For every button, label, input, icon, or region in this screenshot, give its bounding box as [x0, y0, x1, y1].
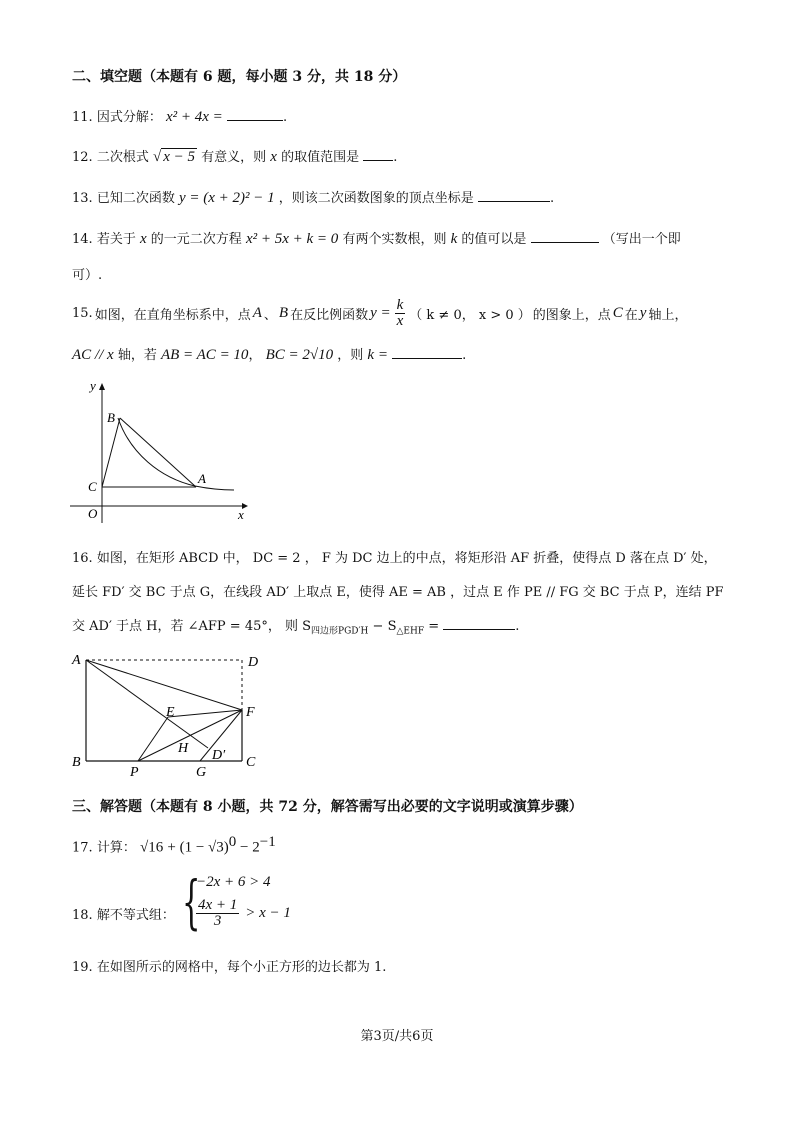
q17-paren: + (1 − √3) [167, 839, 229, 856]
question-14 [72, 228, 681, 248]
q14-equation: x² + 5x + k = 0 [245, 231, 339, 247]
q11-text: 因式分解： [96, 110, 162, 125]
q14-post: 有两个实数根，则 [342, 232, 447, 247]
q14-k: k [450, 231, 458, 247]
q16-line3c: = [424, 619, 440, 634]
q15-sep: 、 [263, 308, 277, 323]
q16-line2: 延长 FD′ 交 BC 于点 G，在线段 AD′ 上取点 E，使得 AE = AB ，过点 E 作 PE // FG 交 BC 于点 P，连结 PF [72, 585, 724, 600]
section-3-title: 三、解答题（本题有 8 小题，共 72 分，解答需写出必要的文字说明或演算步骤） [72, 799, 583, 815]
q15-fraction [395, 298, 406, 329]
q19-text: 在如图所示的网格中，每个小正方形的边长都为 1. [96, 960, 387, 975]
fig16-label-c: C [246, 755, 256, 770]
q12-var: x [270, 149, 277, 165]
q15-post: 的图象上，点 [532, 308, 611, 323]
q17-minus2: − 2 [236, 839, 260, 856]
fig16-label-p: P [130, 765, 139, 780]
q16-line3b: − S [368, 619, 397, 634]
q12-end: . [393, 150, 398, 165]
question-19 [72, 956, 386, 975]
figure-16 [68, 648, 268, 780]
fig15-segment-ba [120, 418, 196, 487]
q18-inequality-2 [194, 898, 291, 929]
fig15-label-c: C [88, 479, 97, 494]
q15-line2c: ，则 [337, 348, 364, 363]
fig16-label-h: H [178, 741, 189, 756]
fig16-segment-ad [86, 660, 208, 748]
q13-end: . [549, 191, 555, 206]
q15-pre: 如图，在直角坐标系中，点 [94, 308, 251, 323]
q12-answer-blank [363, 148, 393, 161]
q11-expression: x² + 4x = [165, 109, 223, 125]
fig15-label-x: x [238, 507, 244, 522]
q18-ineq2-rhs: > x − 1 [245, 905, 291, 921]
q16-sub2: △EHF [396, 626, 425, 637]
q15-eq1: AB = AC = 10 [160, 347, 249, 363]
q19-number: 19. [72, 960, 93, 975]
q17-number: 17. [72, 840, 93, 856]
fig16-label-a: A [72, 653, 81, 668]
q12-pre: 二次根式 [96, 150, 149, 165]
q14-post2: 的值可以是 [461, 232, 527, 247]
q15-line2b: 轴，若 [117, 348, 157, 363]
fig15-label-o: O [88, 506, 98, 521]
q15-eq2: BC = 2√10 [265, 347, 334, 363]
q18-label [72, 904, 175, 923]
q17-sqrt16: √16 [139, 839, 164, 856]
q18-number: 18. [72, 908, 93, 923]
fig16-segment-pf [138, 710, 242, 761]
q15-point-b: B [278, 305, 289, 321]
fig16-label-dprime: D′ [212, 748, 226, 763]
q16-line3a: 交 AD′ 于点 H，若 ∠AFP = 45°， 则 S [72, 619, 312, 634]
fig16-label-g: G [196, 765, 207, 780]
q18-frac-den: 3 [213, 913, 222, 929]
page-footer: 第3页/共6页 [360, 1029, 434, 1044]
q14-note: （写出一个即 [602, 232, 681, 247]
q12-number: 12. [72, 150, 93, 165]
q15-end: . [462, 348, 467, 363]
question-11 [72, 106, 287, 126]
fig16-label-e: E [166, 705, 175, 720]
q16-sub1: 四边形PGD′H [311, 626, 369, 637]
q15-post2: 在 [624, 308, 638, 323]
q16-line1: 如图，在矩形 ABCD 中， DC = 2 ， F 为 DC 边上的中点，将矩形沿 AF 折叠，使得点 D 落在点 D′ 处， [96, 551, 717, 566]
q16-number: 16. [72, 551, 93, 566]
q15-point-a: A [252, 305, 262, 321]
section-2-title: 二、填空题（本题有 6 题，每小题 3 分，共 18 分） [72, 69, 407, 85]
q18-fraction [196, 898, 239, 929]
q12-radicand: x − 5 [163, 149, 195, 165]
q18-brace: { [182, 868, 201, 936]
q15-point-c: C [612, 305, 623, 321]
q16-answer-blank [443, 617, 515, 630]
q15-cond: （ k ≠ 0， x > 0 ） [409, 308, 531, 323]
fig16-segment-pe [138, 717, 168, 761]
fig15-hyperbola [118, 418, 234, 490]
q16-end: . [515, 619, 520, 634]
q13-number: 13. [72, 191, 93, 206]
fig15-label-a: A [198, 471, 206, 486]
q14-pre: 若关于 [96, 232, 136, 247]
q15-yaxis: y [639, 305, 647, 321]
q17-exp-neg1: −1 [259, 834, 276, 850]
q15-k: k = [367, 347, 388, 363]
figure-15 [70, 378, 260, 524]
q13-expression: y = (x + 2)² − 1 [178, 190, 275, 206]
q16-line3 [72, 615, 519, 637]
fig16-label-d: D [248, 655, 259, 670]
question-15 [72, 298, 687, 329]
q15-mid: 在反比例函数 [290, 308, 369, 323]
fig15-label-b: B [107, 410, 115, 425]
fig15-y-arrow [99, 383, 105, 390]
q15-post3: 轴上， [648, 308, 688, 323]
q15-comma: ， [248, 348, 262, 363]
fig16-label-b: B [72, 755, 81, 770]
q18-text: 解不等式组： [96, 908, 175, 923]
q12-post2: 的取值范围是 [281, 150, 360, 165]
question-13 [72, 187, 554, 207]
q15-frac-den: x [396, 313, 404, 329]
q14-mid: 的一元二次方程 [150, 232, 242, 247]
q13-pre: 已知二次函数 [96, 191, 175, 206]
q15-parallel: AC // x [72, 347, 114, 363]
q15-frac-num: k [396, 297, 404, 313]
fig15-segment-cb [102, 418, 120, 487]
q13-answer-blank [478, 189, 550, 202]
q13-post: ，则该二次函数图象的顶点坐标是 [278, 191, 474, 206]
q11-answer-blank [227, 108, 283, 121]
q11-number: 11. [72, 110, 93, 125]
q17-text: 计算： [96, 840, 136, 856]
question-17 [72, 834, 276, 856]
q11-end: . [282, 110, 288, 125]
q14-line2: 可）. [72, 268, 103, 283]
q14-answer-blank [531, 230, 599, 243]
q18-inequality-1: −2x + 6 > 4 [196, 874, 271, 890]
fig16-fold-af [86, 660, 242, 710]
question-12: 12. 二次根式 √ x − 5 有意义，则 x 的取值范围是 . [72, 149, 398, 165]
q15-y: y = [370, 305, 391, 321]
q18-frac-num: 4x + 1 [198, 897, 238, 913]
question-16 [72, 547, 717, 566]
q17-exp0: 0 [228, 834, 237, 850]
q14-var: x [139, 231, 147, 247]
q15-answer-blank [392, 346, 462, 359]
q14-number: 14. [72, 232, 93, 247]
q15-number: 15. [72, 306, 93, 321]
q15-line2 [72, 344, 466, 364]
fig15-label-y: y [90, 378, 96, 393]
q12-post: 有意义，则 [201, 150, 267, 165]
fig16-label-f: F [246, 705, 255, 720]
